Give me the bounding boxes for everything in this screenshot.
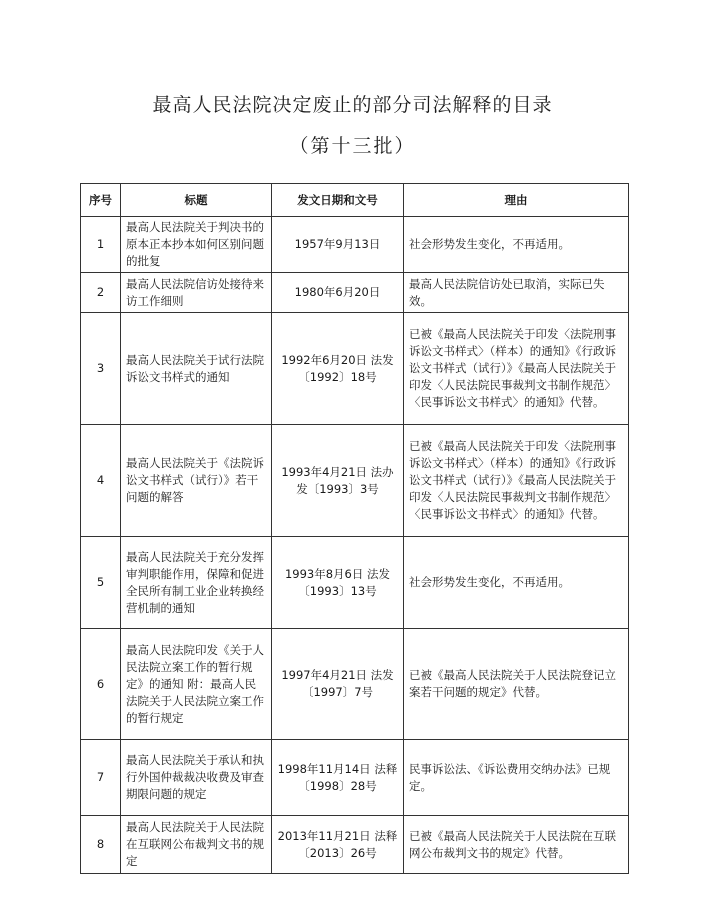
row-reason: 社会形势发生变化，不再适用。 — [404, 537, 629, 629]
row-title: 最高人民法院关于判决书的原本正本抄本如何区别问题的批复 — [121, 217, 272, 273]
row-reason: 已被《最高人民法院关于人民法院在互联网公布裁判文书的规定》代替。 — [404, 816, 629, 874]
row-reason: 最高人民法院信访处已取消，实际已失效。 — [404, 273, 629, 313]
header-title: 标题 — [121, 184, 272, 217]
row-reason: 已被《最高人民法院关于印发〈法院刑事诉讼文书样式〉（样本）的通知》《行政诉讼文书样式（试行）》《最高人民法院关于印发〈人民法院民事裁判文书制作规范〉〈民事诉讼文书样式〉的通知》代替。 — [404, 425, 629, 537]
table-header — [81, 184, 629, 217]
row-date: 1957年9月13日 — [272, 217, 404, 273]
row-date: 1993年8月6日 法发〔1993〕13号 — [272, 537, 404, 629]
row-title: 最高人民法院关于承认和执行外国仲裁裁决收费及审查期限问题的规定 — [121, 740, 272, 816]
row-title: 最高人民法院关于《法院诉讼文书样式（试行）》若干问题的解答 — [121, 425, 272, 537]
table-row — [81, 629, 629, 740]
row-reason: 社会形势发生变化，不再适用。 — [404, 217, 629, 273]
document-title: 最高人民法院决定废止的部分司法解释的目录 — [152, 94, 553, 116]
table-row — [81, 537, 629, 629]
table-row — [81, 273, 629, 313]
row-num: 1 — [81, 217, 121, 273]
row-num: 3 — [81, 313, 121, 425]
row-title: 最高人民法院关于人民法院在互联网公布裁判文书的规定 — [121, 816, 272, 874]
row-reason: 已被《最高人民法院关于印发〈法院刑事诉讼文书样式〉（样本）的通知》《行政诉讼文书样式（试行）》《最高人民法院关于印发〈人民法院民事裁判文书制作规范〉〈民事诉讼文书样式〉的通知》代替。 — [404, 313, 629, 425]
row-date: 1980年6月20日 — [272, 273, 404, 313]
header-reason: 理由 — [404, 184, 629, 217]
row-date: 1992年6月20日 法发〔1992〕18号 — [272, 313, 404, 425]
row-title: 最高人民法院印发《关于人民法院立案工作的暂行规定》的通知 附：最高人民法院关于人民法院立案工作的暂行规定 — [121, 629, 272, 740]
row-title: 最高人民法院关于充分发挥审判职能作用，保障和促进全民所有制工业企业转换经营机制的通知 — [121, 537, 272, 629]
table-row — [81, 816, 629, 874]
header-row — [81, 184, 629, 217]
row-num: 5 — [81, 537, 121, 629]
row-date: 2013年11月21日 法释〔2013〕26号 — [272, 816, 404, 874]
document-subtitle: （第十三批） — [289, 135, 416, 157]
row-num: 7 — [81, 740, 121, 816]
row-title: 最高人民法院信访处接待来访工作细则 — [121, 273, 272, 313]
row-date: 1993年4月21日 法办发〔1993〕3号 — [272, 425, 404, 537]
header-date: 发文日期和文号 — [272, 184, 404, 217]
row-date: 1998年11月14日 法释〔1998〕28号 — [272, 740, 404, 816]
table-row — [81, 313, 629, 425]
row-reason: 民事诉讼法、《诉讼费用交纳办法》已规定。 — [404, 740, 629, 816]
row-num: 4 — [81, 425, 121, 537]
table-row — [81, 425, 629, 537]
row-num: 6 — [81, 629, 121, 740]
table-row — [81, 217, 629, 273]
row-title: 最高人民法院关于试行法院诉讼文书样式的通知 — [121, 313, 272, 425]
row-num: 2 — [81, 273, 121, 313]
table-row — [81, 740, 629, 816]
row-reason: 已被《最高人民法院关于人民法院登记立案若干问题的规定》代替。 — [404, 629, 629, 740]
table-body — [81, 217, 629, 874]
row-date: 1997年4月21日 法发〔1997〕7号 — [272, 629, 404, 740]
row-num: 8 — [81, 816, 121, 874]
catalog-table — [80, 183, 629, 874]
header-num: 序号 — [81, 184, 121, 217]
